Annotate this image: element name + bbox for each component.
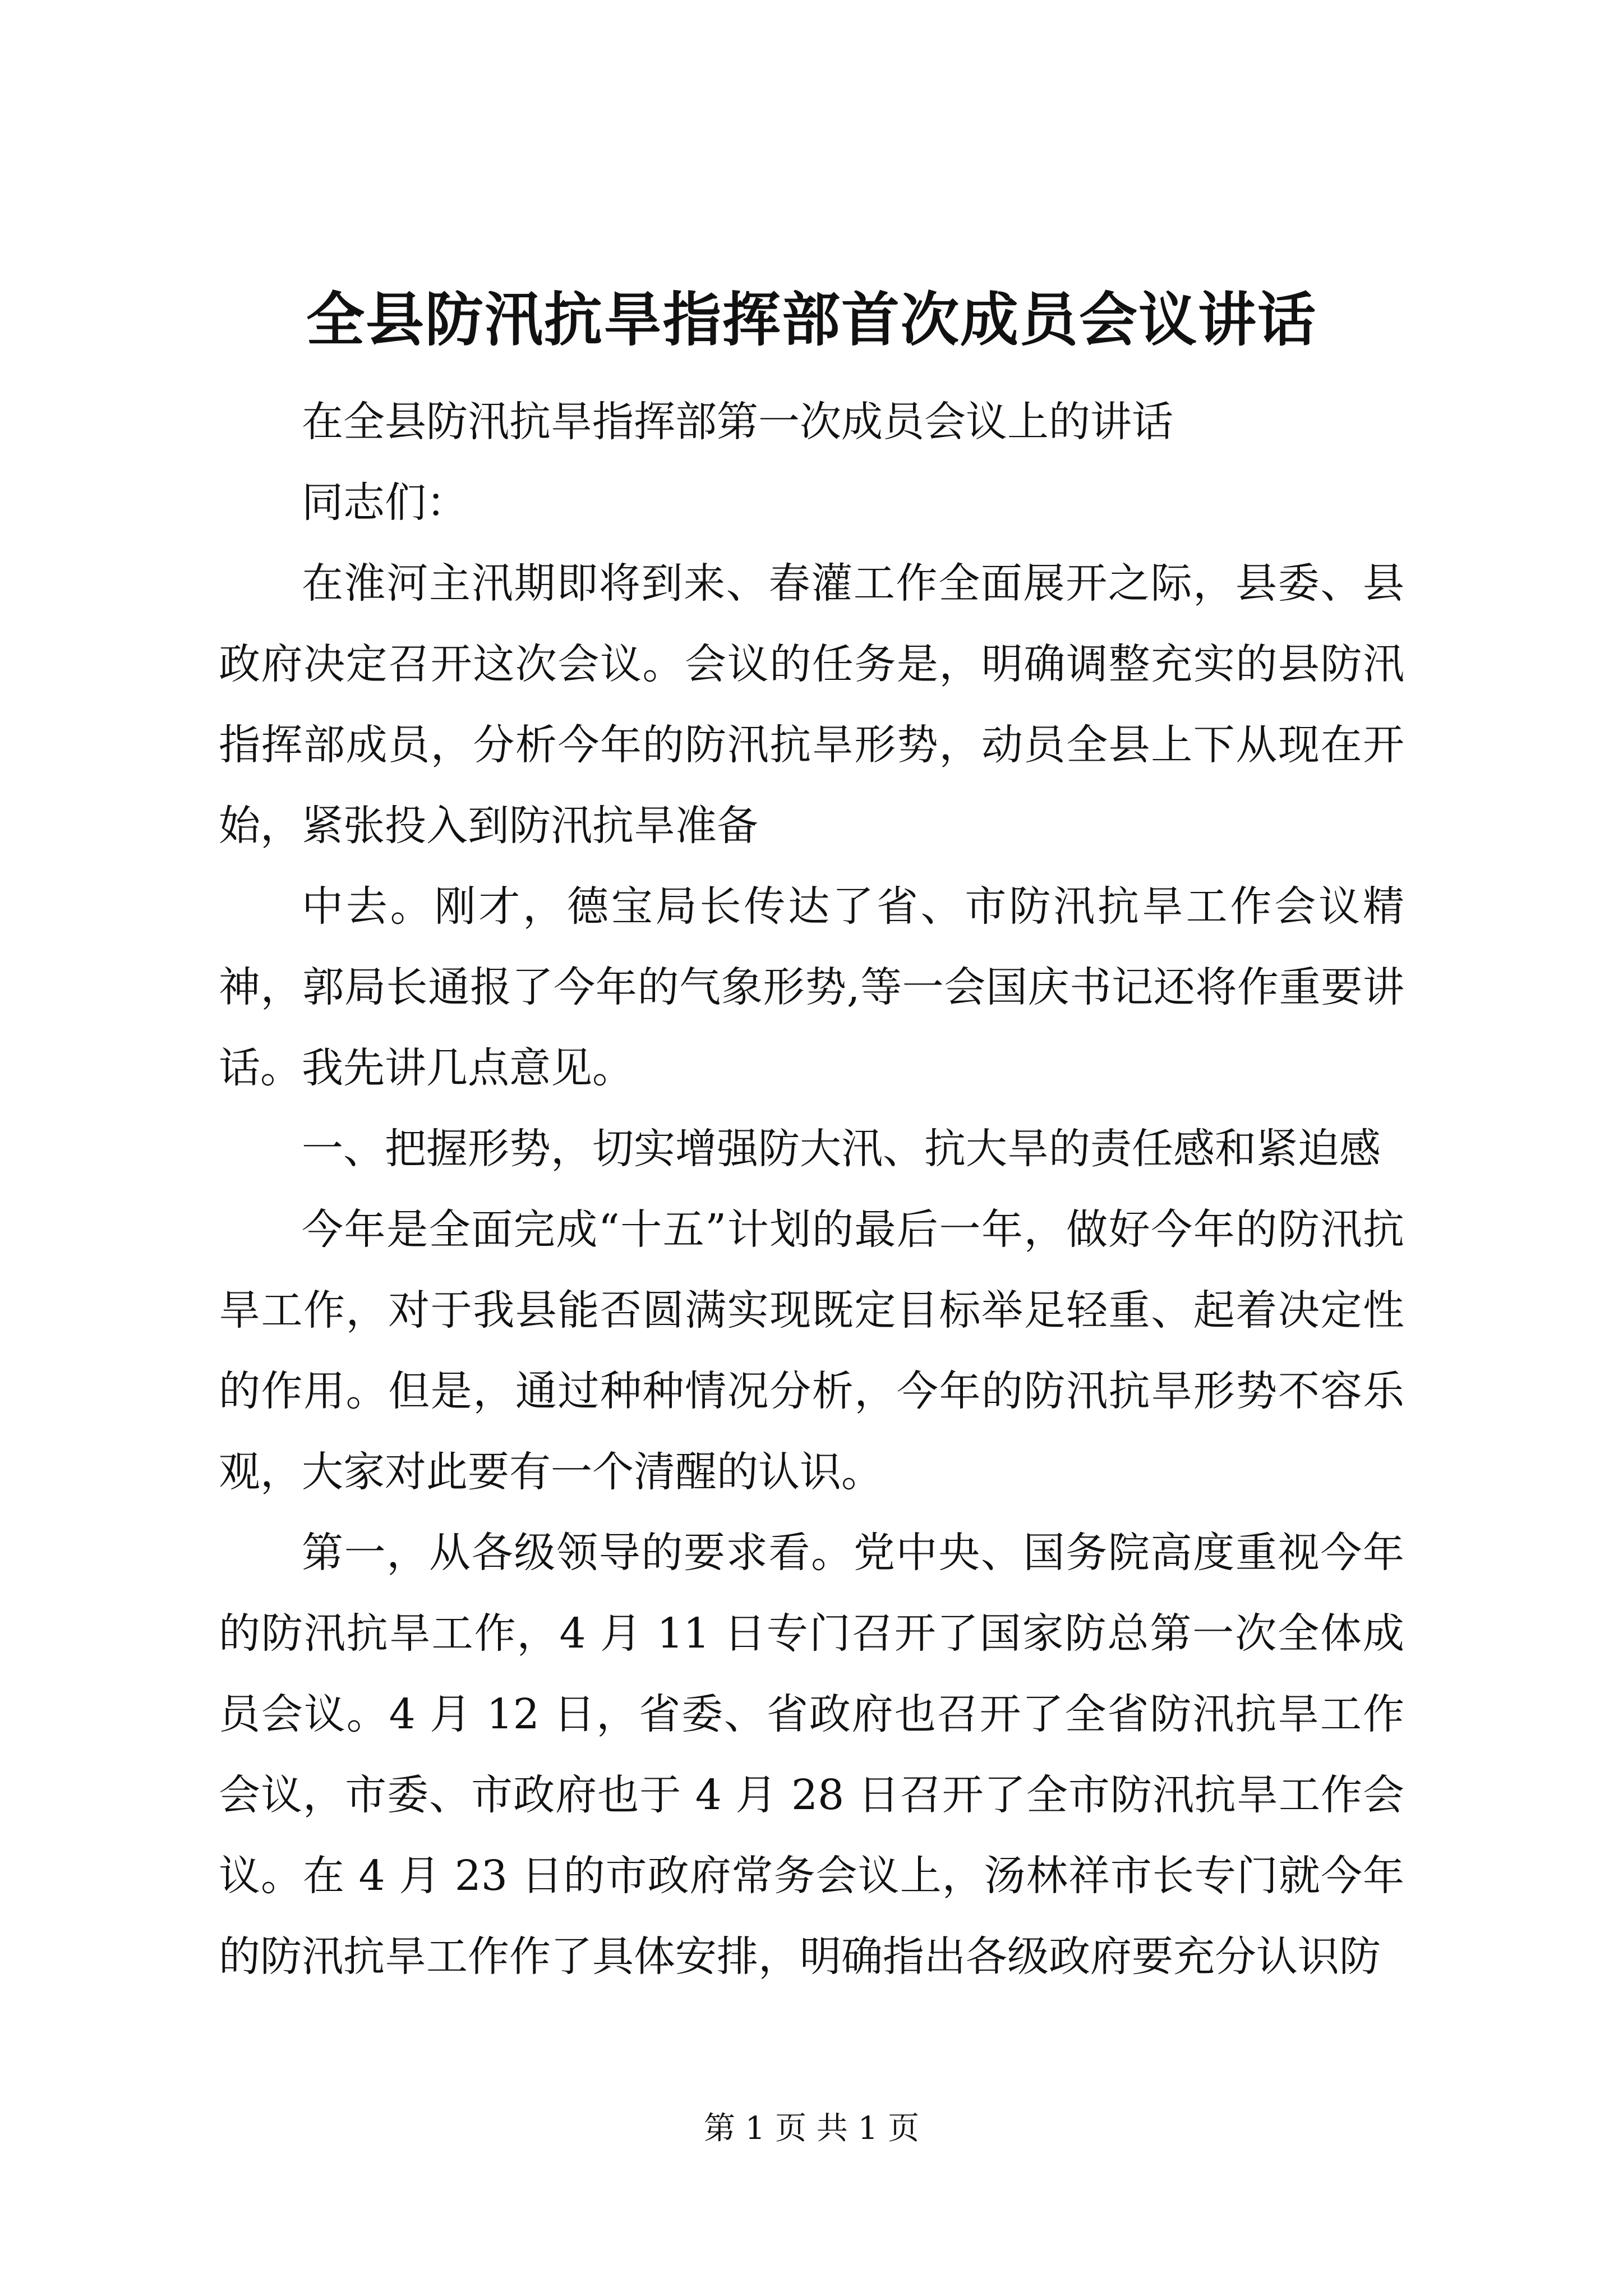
paragraph: 中去。刚才，德宝局长传达了省、市防汛抗旱工作会议精神，郭局长通报了今年的气象形势,等一会国庆书记还将作重要讲话。我先讲几点意见。 (219, 882, 1404, 1092)
paragraph: 第一，从各级领导的要求看。党中央、国务院高度重视今年的防汛抗旱工作，4 月 11 日专门召开了国家防总第一次全体成员会议。4 月 12 日，省委、省政府也召开了全省防汛抗旱工作会议，市委、市政府也于 4 月 28 日召开了全市防汛抗旱工作会议。在 4 月 23 日的市政府常务会议上，汤林祥市长专门就今年的防汛抗旱工作作了具体安排，明确指出各级政府要充分认识防 (219, 1529, 1404, 1981)
paragraph-subtitle: 在全县防汛抗旱指挥部第一次成员会议上的讲话 (302, 398, 1173, 446)
paragraph-salutation: 同志们： (302, 478, 468, 527)
document-body (219, 381, 1404, 1997)
document-title: 全县防汛抗旱指挥部首次成员会议讲话 (306, 286, 1317, 354)
section-heading: 一、把握形势，切实增强防大汛、抗大旱的责任感和紧迫感 (302, 1125, 1381, 1173)
page-footer: 第 1 页 共 1 页 (703, 2110, 920, 2147)
paragraph: 在淮河主汛期即将到来、春灌工作全面展开之际，县委、县政府决定召开这次会议。会议的任务是，明确调整充实的县防汛指挥部成员，分析今年的防汛抗旱形势，动员全县上下从现在开始，紧张投入到防汛抗旱准备 (219, 559, 1404, 850)
paragraph: 今年是全面完成“十五”计划的最后一年，做好今年的防汛抗旱工作，对于我县能否圆满实现既定目标举足轻重、起着决定性的作用。但是，通过种种情况分析，今年的防汛抗旱形势不容乐观，大家对此要有一个清醒的认识。 (219, 1205, 1404, 1496)
